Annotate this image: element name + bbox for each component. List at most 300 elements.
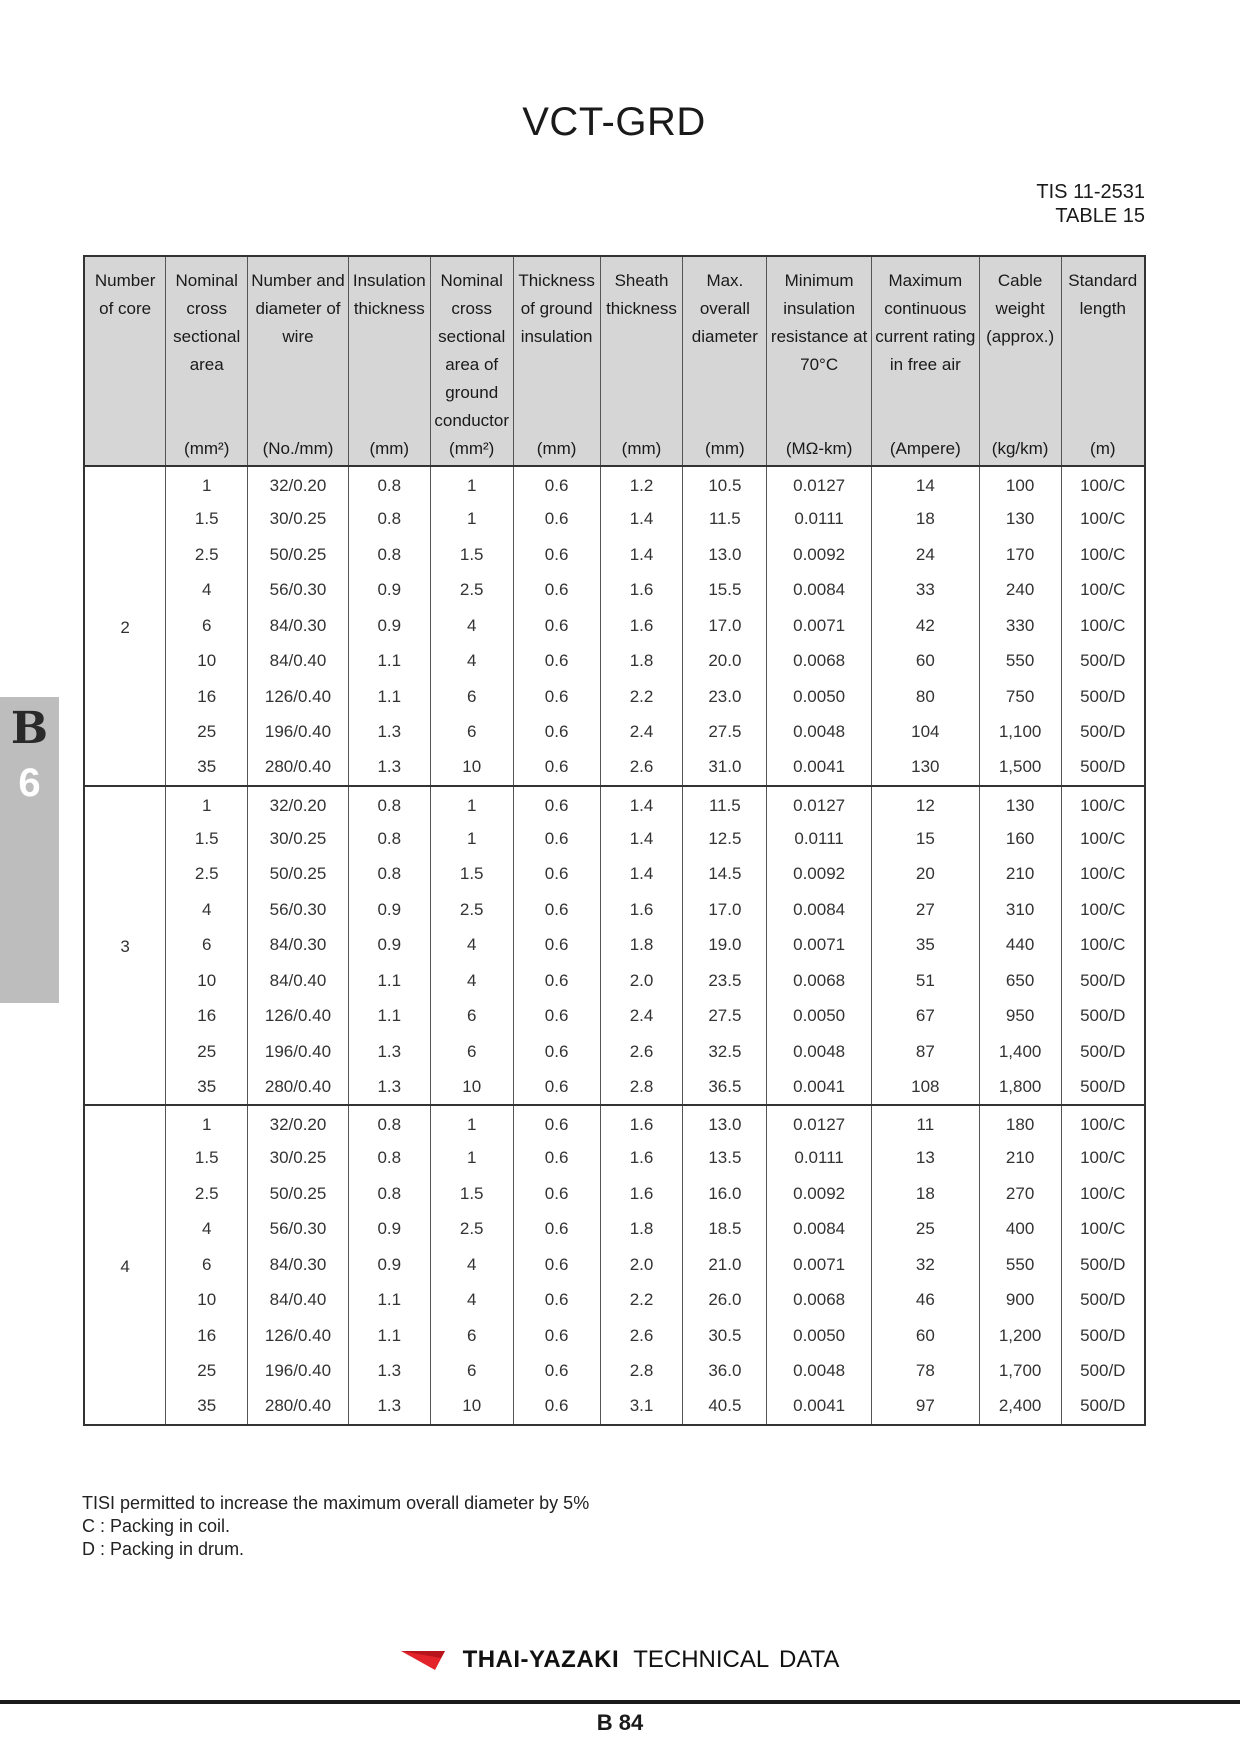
table-row <box>84 1034 1145 1070</box>
table-cell: 500/D <box>1061 1389 1145 1425</box>
table-cell: 21.0 <box>683 1247 767 1283</box>
table-cell: 2.2 <box>600 1283 683 1319</box>
table-cell: 6 <box>430 679 513 715</box>
table-cell: 14 <box>871 466 979 502</box>
table-cell: 0.0111 <box>767 502 872 538</box>
column-header-label: Minimum insulation resistance at 70°C <box>770 271 868 374</box>
table-row <box>84 750 1145 786</box>
table-cell: 1.4 <box>600 502 683 538</box>
table-cell: 6 <box>430 1354 513 1390</box>
table-cell: 650 <box>979 963 1061 999</box>
table-cell: 196/0.40 <box>248 1034 349 1070</box>
table-cell: 50/0.25 <box>248 537 349 573</box>
table-cell: 0.8 <box>348 537 430 573</box>
table-cell: 97 <box>871 1389 979 1425</box>
column-header <box>248 256 349 466</box>
table-cell: 32/0.20 <box>248 1105 349 1141</box>
table-cell: 32.5 <box>683 1034 767 1070</box>
table-cell: 0.6 <box>513 963 600 999</box>
table-cell: 100/C <box>1061 857 1145 893</box>
standard-reference <box>1036 180 1145 228</box>
table-cell: 18 <box>871 1176 979 1212</box>
table-cell: 500/D <box>1061 999 1145 1035</box>
column-header-unit: (mm) <box>369 439 410 458</box>
table-row <box>84 679 1145 715</box>
table-cell: 13 <box>871 1141 979 1177</box>
table-cell: 2.8 <box>600 1070 683 1106</box>
table-cell: 30/0.25 <box>248 502 349 538</box>
table-cell: 33 <box>871 573 979 609</box>
table-row <box>84 1070 1145 1106</box>
table-cell: 180 <box>979 1105 1061 1141</box>
table-cell: 1.1 <box>348 644 430 680</box>
column-header <box>600 256 683 466</box>
table-cell: 2.5 <box>166 1176 248 1212</box>
table-cell: 17.0 <box>683 608 767 644</box>
table-header <box>84 256 1145 466</box>
table-row <box>84 502 1145 538</box>
table-cell: 0.6 <box>513 1318 600 1354</box>
table-cell: 46 <box>871 1283 979 1319</box>
table-cell: 0.8 <box>348 857 430 893</box>
table-cell: 0.0092 <box>767 537 872 573</box>
table-cell: 4 <box>166 1212 248 1248</box>
table-cell: 0.8 <box>348 786 430 822</box>
table-cell: 0.0048 <box>767 715 872 751</box>
column-header-label: Maximum continuous current rating in free air <box>875 271 976 374</box>
section-tab-letter: B <box>10 703 49 754</box>
table-cell: 15 <box>871 821 979 857</box>
table-cell: 0.0048 <box>767 1354 872 1390</box>
table-cell: 2.6 <box>600 1318 683 1354</box>
column-header-unit: (m) <box>1090 439 1116 458</box>
table-cell: 0.6 <box>513 786 600 822</box>
table-cell: 0.6 <box>513 679 600 715</box>
table-cell: 1.1 <box>348 999 430 1035</box>
table-cell: 0.0068 <box>767 644 872 680</box>
table-cell: 6 <box>430 999 513 1035</box>
column-header <box>348 256 430 466</box>
table-cell: 0.0127 <box>767 1105 872 1141</box>
table-cell: 0.0092 <box>767 857 872 893</box>
table-cell: 0.9 <box>348 573 430 609</box>
table-cell: 1.4 <box>600 786 683 822</box>
table-cell: 100/C <box>1061 502 1145 538</box>
table-cell: 100 <box>979 466 1061 502</box>
table-cell: 84/0.30 <box>248 928 349 964</box>
note-line: C : Packing in coil. <box>82 1516 231 1536</box>
table-cell: 1 <box>166 466 248 502</box>
table-row <box>84 573 1145 609</box>
table-cell: 0.0127 <box>767 466 872 502</box>
table-cell: 10 <box>166 644 248 680</box>
table-cell: 27 <box>871 892 979 928</box>
table-cell: 0.6 <box>513 892 600 928</box>
table-cell: 16.0 <box>683 1176 767 1212</box>
table-cell: 280/0.40 <box>248 1389 349 1425</box>
table-cell: 51 <box>871 963 979 999</box>
table-cell: 11.5 <box>683 502 767 538</box>
table-cell: 18 <box>871 502 979 538</box>
table-cell: 100/C <box>1061 573 1145 609</box>
table-cell: 6 <box>430 1318 513 1354</box>
cable-spec-table <box>83 255 1146 1426</box>
table-cell: 100/C <box>1061 537 1145 573</box>
table-cell: 4 <box>430 644 513 680</box>
table-cell: 1.2 <box>600 466 683 502</box>
table-cell: 0.6 <box>513 1141 600 1177</box>
column-header-unit: (mm) <box>536 439 577 458</box>
table-row <box>84 1318 1145 1354</box>
table-cell: 1.3 <box>348 1354 430 1390</box>
table-cell: 10 <box>430 1070 513 1106</box>
table-cell: 0.6 <box>513 999 600 1035</box>
table-cell: 1.6 <box>600 1176 683 1212</box>
table-row <box>84 1283 1145 1319</box>
table-cell: 2.4 <box>600 715 683 751</box>
table-cell: 0.6 <box>513 715 600 751</box>
table-cell: 0.0068 <box>767 1283 872 1319</box>
column-header <box>871 256 979 466</box>
table-cell: 2.5 <box>430 892 513 928</box>
table-row <box>84 786 1145 822</box>
table-cell: 100/C <box>1061 786 1145 822</box>
table-cell: 1,700 <box>979 1354 1061 1390</box>
table-cell: 32/0.20 <box>248 786 349 822</box>
table-cell: 1.4 <box>600 537 683 573</box>
table-row <box>84 1212 1145 1248</box>
table-cell: 196/0.40 <box>248 1354 349 1390</box>
table-cell: 0.9 <box>348 1212 430 1248</box>
column-header-label: Number and diameter of wire <box>251 271 345 346</box>
table-cell: 1.4 <box>600 857 683 893</box>
table-cell: 15.5 <box>683 573 767 609</box>
table-cell: 50/0.25 <box>248 1176 349 1212</box>
core-count-cell: 3 <box>84 786 166 1106</box>
table-cell: 87 <box>871 1034 979 1070</box>
table-row <box>84 1389 1145 1425</box>
table-cell: 1.1 <box>348 1283 430 1319</box>
table-cell: 104 <box>871 715 979 751</box>
table-cell: 0.8 <box>348 1176 430 1212</box>
table-cell: 0.0041 <box>767 750 872 786</box>
table-cell: 500/D <box>1061 1034 1145 1070</box>
column-header <box>979 256 1061 466</box>
table-cell: 0.8 <box>348 466 430 502</box>
table-cell: 0.0084 <box>767 892 872 928</box>
table-cell: 0.8 <box>348 1105 430 1141</box>
table-cell: 4 <box>430 928 513 964</box>
table-cell: 23.5 <box>683 963 767 999</box>
table-cell: 0.0041 <box>767 1389 872 1425</box>
table-cell: 1.3 <box>348 1034 430 1070</box>
table-cell: 1.1 <box>348 963 430 999</box>
table-cell: 36.5 <box>683 1070 767 1106</box>
table-row <box>84 892 1145 928</box>
table-cell: 56/0.30 <box>248 1212 349 1248</box>
table-cell: 0.8 <box>348 1141 430 1177</box>
table-row <box>84 963 1145 999</box>
table-cell: 0.6 <box>513 1283 600 1319</box>
table-cell: 13.0 <box>683 537 767 573</box>
table-notes <box>82 1492 589 1561</box>
table-cell: 0.0050 <box>767 679 872 715</box>
table-cell: 500/D <box>1061 715 1145 751</box>
table-cell: 1.3 <box>348 1389 430 1425</box>
table-cell: 2.0 <box>600 963 683 999</box>
table-cell: 3.1 <box>600 1389 683 1425</box>
table-cell: 210 <box>979 1141 1061 1177</box>
table-cell: 6 <box>166 928 248 964</box>
table-cell: 280/0.40 <box>248 1070 349 1106</box>
table-cell: 1.3 <box>348 715 430 751</box>
table-cell: 0.6 <box>513 857 600 893</box>
table-cell: 25 <box>166 1034 248 1070</box>
table-cell: 1.8 <box>600 1212 683 1248</box>
table-cell: 126/0.40 <box>248 1318 349 1354</box>
table-cell: 1.6 <box>600 573 683 609</box>
column-header-label: Number of core <box>94 271 156 318</box>
column-header-unit: (mm) <box>621 439 662 458</box>
note-line: D : Packing in drum. <box>82 1539 245 1559</box>
table-cell: 0.6 <box>513 573 600 609</box>
footer-brand <box>0 1646 1240 1674</box>
table-cell: 1 <box>430 466 513 502</box>
table-cell: 1.5 <box>430 1176 513 1212</box>
column-header-label: Nominal cross sectional area of ground conductor <box>434 271 510 430</box>
table-row <box>84 1176 1145 1212</box>
table-cell: 100/C <box>1061 608 1145 644</box>
table-cell: 500/D <box>1061 1354 1145 1390</box>
table-cell: 36.0 <box>683 1354 767 1390</box>
table-cell: 0.6 <box>513 1247 600 1283</box>
column-header-label: Standard length <box>1068 271 1138 318</box>
table-cell: 1.1 <box>348 679 430 715</box>
table-cell: 2.5 <box>430 1212 513 1248</box>
table-cell: 14.5 <box>683 857 767 893</box>
table-cell: 1.8 <box>600 644 683 680</box>
table-cell: 67 <box>871 999 979 1035</box>
section-tab <box>0 697 59 1003</box>
table-cell: 0.0127 <box>767 786 872 822</box>
table-cell: 210 <box>979 857 1061 893</box>
table-cell: 0.0092 <box>767 1176 872 1212</box>
table-cell: 0.6 <box>513 1034 600 1070</box>
table-cell: 30.5 <box>683 1318 767 1354</box>
table-cell: 0.8 <box>348 502 430 538</box>
table-cell: 10 <box>430 750 513 786</box>
table-cell: 400 <box>979 1212 1061 1248</box>
table-cell: 240 <box>979 573 1061 609</box>
table-cell: 35 <box>166 1070 248 1106</box>
table-cell: 30/0.25 <box>248 1141 349 1177</box>
table-cell: 42 <box>871 608 979 644</box>
table-cell: 0.6 <box>513 928 600 964</box>
note-line: TISI permitted to increase the maximum overall diameter by 5% <box>82 1493 590 1513</box>
table-cell: 4 <box>430 1283 513 1319</box>
table-cell: 0.9 <box>348 892 430 928</box>
column-header <box>1061 256 1145 466</box>
section-tab-number: 6 <box>18 761 41 805</box>
table-cell: 78 <box>871 1354 979 1390</box>
table-cell: 950 <box>979 999 1061 1035</box>
table-cell: 330 <box>979 608 1061 644</box>
table-cell: 11.5 <box>683 786 767 822</box>
table-cell: 6 <box>430 715 513 751</box>
table-cell: 1.5 <box>166 1141 248 1177</box>
table-cell: 32 <box>871 1247 979 1283</box>
column-header-unit: (mm²) <box>184 439 230 458</box>
table-cell: 0.6 <box>513 1176 600 1212</box>
table-cell: 130 <box>871 750 979 786</box>
table-cell: 84/0.40 <box>248 1283 349 1319</box>
table-cell: 0.6 <box>513 502 600 538</box>
column-header-label: Sheath thickness <box>606 271 677 318</box>
table-cell: 0.6 <box>513 1389 600 1425</box>
table-cell: 0.6 <box>513 1212 600 1248</box>
table-cell: 1,500 <box>979 750 1061 786</box>
red-wedge-logo-icon <box>401 1649 445 1671</box>
table-cell: 1,400 <box>979 1034 1061 1070</box>
table-cell: 1.5 <box>166 821 248 857</box>
table-row <box>84 644 1145 680</box>
table-cell: 18.5 <box>683 1212 767 1248</box>
table-cell: 0.6 <box>513 537 600 573</box>
table-cell: 126/0.40 <box>248 679 349 715</box>
table-cell: 0.0071 <box>767 608 872 644</box>
table-cell: 100/C <box>1061 928 1145 964</box>
table-cell: 19.0 <box>683 928 767 964</box>
table-row <box>84 857 1145 893</box>
table-cell: 12.5 <box>683 821 767 857</box>
table-cell: 4 <box>166 892 248 928</box>
table-cell: 35 <box>871 928 979 964</box>
table-cell: 26.0 <box>683 1283 767 1319</box>
table-cell: 31.0 <box>683 750 767 786</box>
table-cell: 4 <box>166 573 248 609</box>
table-cell: 1 <box>430 1141 513 1177</box>
table-cell: 310 <box>979 892 1061 928</box>
column-header-label: Thickness of ground insulation <box>518 271 595 346</box>
table-cell: 2.2 <box>600 679 683 715</box>
standard-code: TIS 11-2531 <box>1036 181 1145 203</box>
column-header-unit: (Ampere) <box>889 439 961 458</box>
column-header <box>683 256 767 466</box>
table-cell: 2.6 <box>600 1034 683 1070</box>
table-cell: 2.6 <box>600 750 683 786</box>
table-cell: 1.5 <box>430 857 513 893</box>
brand-name: THAI-YAZAKI <box>462 1646 620 1673</box>
table-row <box>84 537 1145 573</box>
table-cell: 126/0.40 <box>248 999 349 1035</box>
column-header-label: Nominal cross sectional area <box>173 271 241 374</box>
table-cell: 80 <box>871 679 979 715</box>
core-count-cell: 4 <box>84 1105 166 1425</box>
table-cell: 16 <box>166 999 248 1035</box>
table-row <box>84 715 1145 751</box>
table-cell: 1.3 <box>348 1070 430 1106</box>
table-cell: 100/C <box>1061 466 1145 502</box>
table-cell: 24 <box>871 537 979 573</box>
table-cell: 35 <box>166 1389 248 1425</box>
table-cell: 0.0111 <box>767 1141 872 1177</box>
table-row <box>84 821 1145 857</box>
column-header <box>84 256 166 466</box>
column-header-unit: (No./mm) <box>262 439 334 458</box>
table-cell: 0.0071 <box>767 928 872 964</box>
column-header <box>166 256 248 466</box>
table-cell: 100/C <box>1061 1141 1145 1177</box>
table-cell: 160 <box>979 821 1061 857</box>
table-cell: 10 <box>166 1283 248 1319</box>
table-cell: 6 <box>166 1247 248 1283</box>
footer-label: TECHNICAL DATA <box>633 1646 840 1673</box>
table-cell: 0.6 <box>513 466 600 502</box>
table-cell: 20 <box>871 857 979 893</box>
table-cell: 12 <box>871 786 979 822</box>
page-title: VCT-GRD <box>522 100 706 144</box>
table-cell: 130 <box>979 502 1061 538</box>
table-cell: 500/D <box>1061 1247 1145 1283</box>
table-cell: 500/D <box>1061 1283 1145 1319</box>
table-cell: 27.5 <box>683 999 767 1035</box>
table-cell: 750 <box>979 679 1061 715</box>
table-cell: 4 <box>430 608 513 644</box>
table-cell: 60 <box>871 644 979 680</box>
table-cell: 0.0071 <box>767 1247 872 1283</box>
table-cell: 56/0.30 <box>248 892 349 928</box>
table-cell: 900 <box>979 1283 1061 1319</box>
table-cell: 10.5 <box>683 466 767 502</box>
table-row <box>84 999 1145 1035</box>
table-cell: 500/D <box>1061 963 1145 999</box>
table-cell: 270 <box>979 1176 1061 1212</box>
table-cell: 0.0084 <box>767 573 872 609</box>
table-cell: 50/0.25 <box>248 857 349 893</box>
table-cell: 280/0.40 <box>248 750 349 786</box>
column-header-label: Cable weight (approx.) <box>986 271 1055 346</box>
table-cell: 1.8 <box>600 928 683 964</box>
table-cell: 2.8 <box>600 1354 683 1390</box>
table-cell: 32/0.20 <box>248 466 349 502</box>
table-row <box>84 1105 1145 1141</box>
table-cell: 0.6 <box>513 1105 600 1141</box>
table-cell: 40.5 <box>683 1389 767 1425</box>
table-cell: 1,800 <box>979 1070 1061 1106</box>
table-cell: 84/0.40 <box>248 963 349 999</box>
table-cell: 84/0.40 <box>248 644 349 680</box>
table-cell: 1.6 <box>600 892 683 928</box>
table-cell: 550 <box>979 1247 1061 1283</box>
table-row <box>84 466 1145 502</box>
table-cell: 0.6 <box>513 644 600 680</box>
table-cell: 25 <box>166 715 248 751</box>
table-cell: 500/D <box>1061 750 1145 786</box>
table-cell: 1.6 <box>600 1105 683 1141</box>
table-cell: 0.6 <box>513 821 600 857</box>
table-cell: 500/D <box>1061 679 1145 715</box>
table-cell: 2.5 <box>430 573 513 609</box>
table-cell: 0.0050 <box>767 1318 872 1354</box>
table-cell: 100/C <box>1061 892 1145 928</box>
table-cell: 500/D <box>1061 644 1145 680</box>
table-cell: 84/0.30 <box>248 1247 349 1283</box>
table-cell: 1.4 <box>600 821 683 857</box>
column-header-unit: (mm) <box>705 439 745 458</box>
table-cell: 6 <box>166 608 248 644</box>
table-cell: 1.5 <box>430 537 513 573</box>
column-header-label: Max. overall diameter <box>691 271 758 346</box>
